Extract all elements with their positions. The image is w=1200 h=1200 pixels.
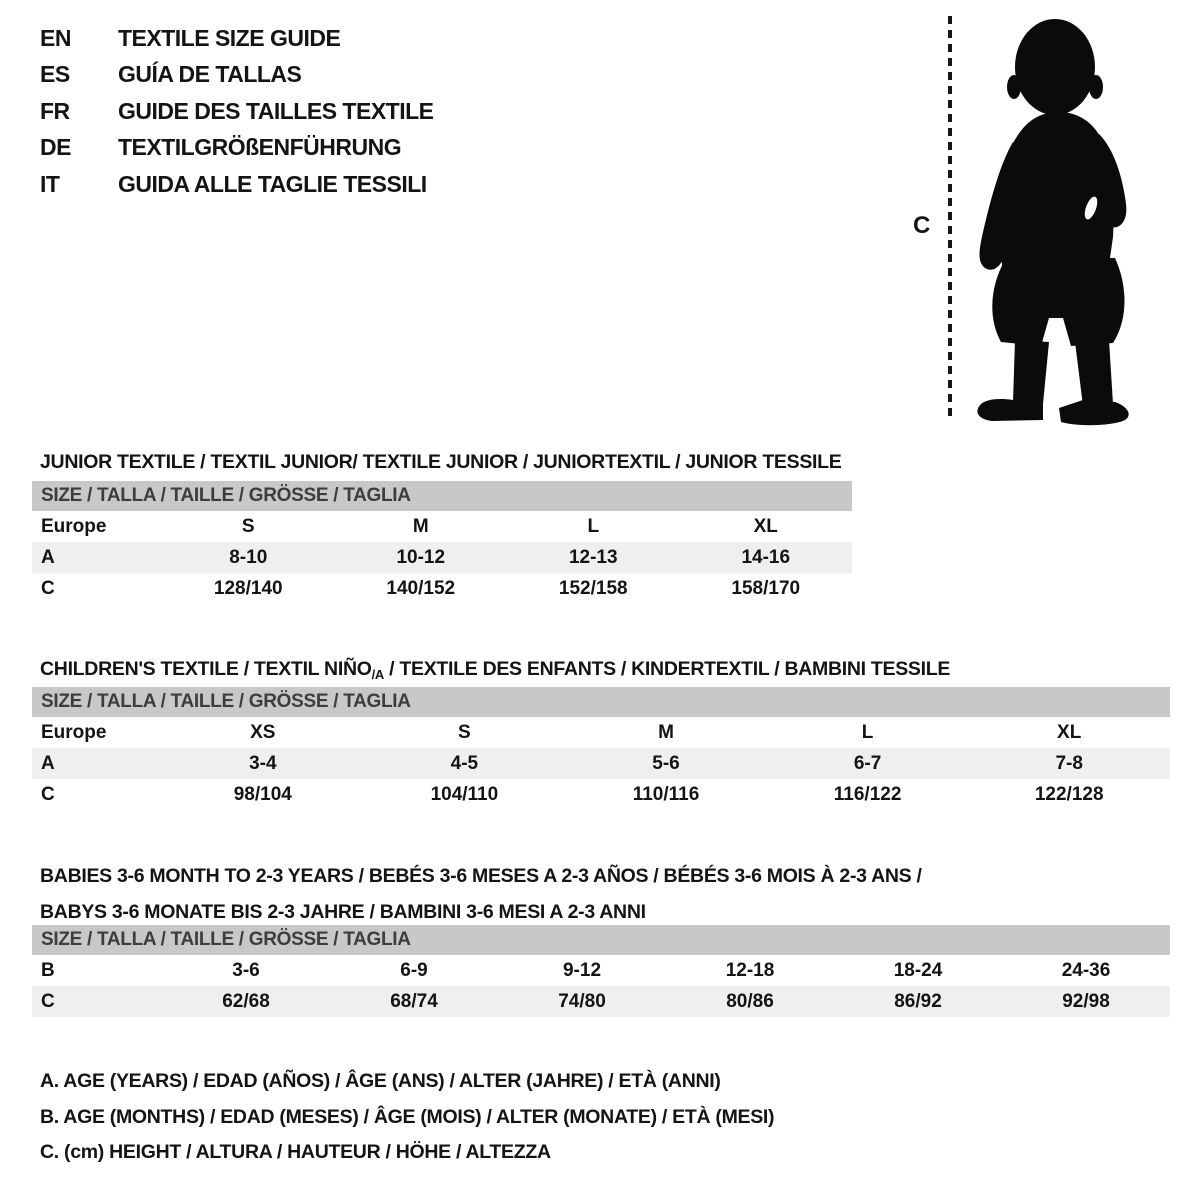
children-heading-suffix: / TEXTILE DES ENFANTS / KINDERTEXTIL / BAMBINI TESSILE bbox=[384, 658, 951, 681]
babies-heading-line1: BABIES 3-6 MONTH TO 2-3 YEARS / BEBÉS 3-6 MESES A 2-3 AÑOS / BÉBÉS 3-6 MOIS À 2-3 ANS / bbox=[40, 865, 922, 888]
measurement-legend bbox=[40, 1064, 774, 1171]
table-cell: 68/74 bbox=[390, 990, 438, 1012]
language-row-it bbox=[40, 166, 434, 203]
table-cell: 116/122 bbox=[833, 783, 902, 805]
table-cell: L bbox=[861, 721, 874, 743]
babies-heading-line2: BABYS 3-6 MONATE BIS 2-3 JAHRE / BAMBINI 3-6 MESI A 2-3 ANNI bbox=[40, 901, 646, 924]
table-cell: 98/104 bbox=[233, 783, 292, 805]
table-cell: 6-7 bbox=[853, 752, 882, 774]
babies-size-table bbox=[32, 925, 1170, 1017]
row-label: A bbox=[41, 752, 55, 774]
toddler-silhouette bbox=[963, 12, 1141, 427]
table-row bbox=[32, 986, 1170, 1017]
language-code: IT bbox=[40, 170, 60, 197]
size-bar: SIZE / TALLA / TAILLE / GRÖSSE / TAGLIA bbox=[32, 481, 852, 511]
table-cell: M bbox=[412, 515, 429, 537]
language-row-en bbox=[40, 20, 434, 57]
table-cell: 12-13 bbox=[568, 546, 618, 568]
language-title: TEXTILGRÖßENFÜHRUNG bbox=[118, 134, 402, 161]
children-heading-subscript: /A bbox=[371, 667, 385, 683]
table-cell: 140/152 bbox=[386, 577, 456, 599]
table-cell: 152/158 bbox=[558, 577, 628, 599]
language-title: GUIDE DES TAILLES TEXTILE bbox=[118, 97, 434, 124]
height-measure-label: C bbox=[913, 212, 931, 239]
row-label: C bbox=[41, 577, 55, 599]
table-cell: 86/92 bbox=[894, 990, 942, 1012]
table-cell: 14-16 bbox=[741, 546, 791, 568]
legend-line-b: B. AGE (MONTHS) / EDAD (MESES) / ÂGE (MOIS) / ALTER (MONATE) / ETÀ (MESI) bbox=[40, 1105, 775, 1128]
table-cell: 8-10 bbox=[229, 546, 268, 568]
table-cell: 3-6 bbox=[232, 959, 260, 981]
table-cell: 122/128 bbox=[1034, 783, 1104, 805]
language-code: ES bbox=[40, 61, 70, 88]
language-row-fr bbox=[40, 93, 434, 130]
row-label: Europe bbox=[41, 721, 107, 743]
table-cell: 5-6 bbox=[652, 752, 680, 774]
table-row bbox=[32, 542, 852, 573]
children-size-table bbox=[32, 687, 1170, 810]
table-cell: 128/140 bbox=[213, 577, 283, 599]
table-cell: 80/86 bbox=[726, 990, 774, 1012]
legend-line-c: C. (cm) HEIGHT / ALTURA / HAUTEUR / HÖHE / ALTEZZA bbox=[40, 1141, 551, 1163]
table-cell: S bbox=[241, 515, 255, 537]
table-cell: 6-9 bbox=[400, 959, 428, 981]
table-cell: XS bbox=[250, 721, 276, 743]
row-label: A bbox=[41, 546, 55, 568]
legend-line-a: A. AGE (YEARS) / EDAD (AÑOS) / ÂGE (ANS) / ALTER (JAHRE) / ETÀ (ANNI) bbox=[40, 1070, 721, 1092]
row-label: C bbox=[41, 783, 55, 805]
language-code: DE bbox=[40, 134, 71, 161]
table-cell: 74/80 bbox=[558, 990, 606, 1012]
language-row-es bbox=[40, 57, 434, 94]
table-cell: 104/110 bbox=[430, 783, 499, 805]
size-bar: SIZE / TALLA / TAILLE / GRÖSSE / TAGLIA bbox=[32, 925, 1170, 955]
junior-size-table bbox=[32, 481, 852, 604]
table-cell: L bbox=[587, 515, 600, 537]
table-row bbox=[32, 955, 1170, 986]
table-cell: 7-8 bbox=[1055, 752, 1083, 774]
language-title: GUÍA DE TALLAS bbox=[118, 61, 302, 88]
table-cell: M bbox=[658, 721, 674, 743]
babies-section-heading bbox=[40, 858, 922, 930]
table-cell: S bbox=[458, 721, 471, 743]
table-row bbox=[32, 779, 1170, 810]
children-section-heading bbox=[40, 658, 950, 682]
language-code: EN bbox=[40, 24, 71, 51]
table-cell: 18-24 bbox=[893, 959, 943, 981]
table-row bbox=[32, 511, 852, 542]
table-row bbox=[32, 573, 852, 604]
size-bar: SIZE / TALLA / TAILLE / GRÖSSE / TAGLIA bbox=[32, 687, 1170, 717]
table-cell: 12-18 bbox=[725, 959, 775, 981]
row-label: Europe bbox=[41, 515, 107, 537]
language-code: FR bbox=[40, 97, 70, 124]
table-cell: 24-36 bbox=[1061, 959, 1111, 981]
table-cell: XL bbox=[753, 515, 778, 537]
table-cell: 10-12 bbox=[396, 546, 446, 568]
table-cell: 4-5 bbox=[450, 752, 479, 774]
table-row bbox=[32, 717, 1170, 748]
junior-section-heading: JUNIOR TEXTILE / TEXTIL JUNIOR/ TEXTILE JUNIOR / JUNIORTEXTIL / JUNIOR TESSILE bbox=[40, 451, 842, 474]
height-measure-dashed-line bbox=[948, 16, 952, 418]
table-cell: 92/98 bbox=[1062, 990, 1110, 1012]
table-cell: XL bbox=[1057, 721, 1082, 743]
language-list bbox=[40, 20, 434, 203]
children-heading-prefix: CHILDREN'S TEXTILE / TEXTIL NIÑO bbox=[40, 658, 372, 681]
table-cell: 110/116 bbox=[632, 783, 700, 805]
table-cell: 62/68 bbox=[222, 990, 270, 1012]
language-title: TEXTILE SIZE GUIDE bbox=[118, 24, 341, 51]
table-cell: 158/170 bbox=[731, 577, 801, 599]
row-label: B bbox=[41, 959, 55, 981]
table-row bbox=[32, 748, 1170, 779]
language-row-de bbox=[40, 130, 434, 167]
row-label: C bbox=[41, 990, 55, 1012]
table-cell: 9-12 bbox=[562, 959, 602, 981]
language-title: GUIDA ALLE TAGLIE TESSILI bbox=[118, 170, 427, 197]
table-cell: 3-4 bbox=[249, 752, 277, 774]
